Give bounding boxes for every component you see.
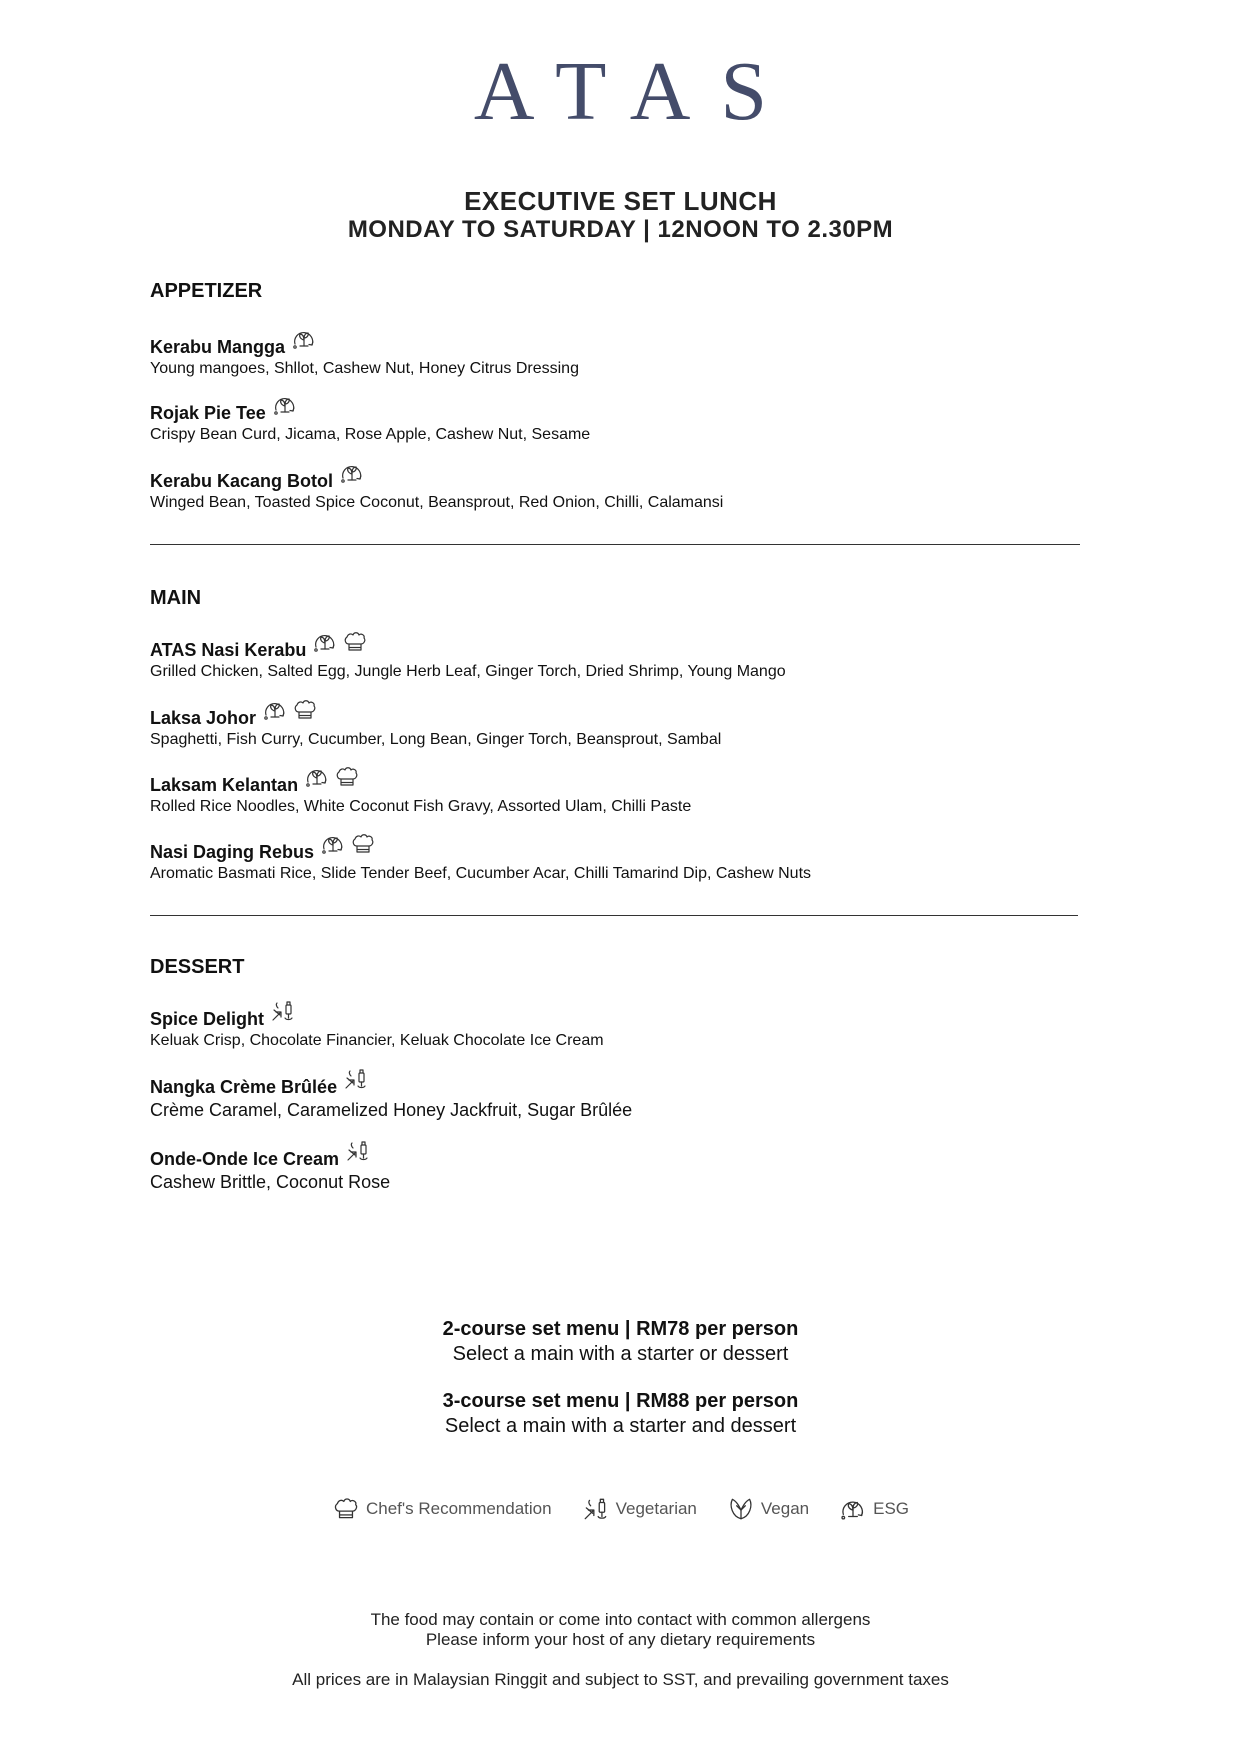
esg-icon [272, 392, 298, 418]
price-description: Select a main with a starter and dessert [444, 1415, 797, 1437]
item-description: Spaghetti, Fish Curry, Cucumber, Long Bean, Ginger Torch, Beansprout, Sambal [150, 731, 722, 748]
dessert-section [150, 956, 1100, 1192]
legend-item [727, 1495, 809, 1523]
item-name: Nasi Daging Rebus [150, 842, 315, 862]
item-name: Nangka Crème Brûlée [150, 1077, 338, 1097]
item-description: Crème Caramel, Caramelized Honey Jackfruit, Sugar Brûlée [150, 1100, 633, 1120]
item-description: Aromatic Basmati Rice, Slide Tender Beef, Cucumber Acar, Chilli Tamarind Dip, Cashew Nuts [150, 865, 812, 882]
divider [150, 915, 1078, 916]
item-description: Crispy Bean Curd, Jicama, Rose Apple, Cashew Nut, Sesame [150, 426, 591, 443]
menu-item [150, 837, 811, 883]
menu-item [150, 770, 691, 816]
menu-schedule: MONDAY TO SATURDAY | 12NOON TO 2.30PM [347, 216, 894, 243]
item-description: Keluak Crisp, Chocolate Financier, Keluak Chocolate Ice Cream [150, 1032, 604, 1049]
item-name: Laksam Kelantan [150, 775, 299, 795]
item-name: Laksa Johor [150, 708, 257, 728]
item-name: ATAS Nasi Kerabu [150, 640, 307, 660]
item-name: Spice Delight [150, 1009, 265, 1029]
divider [150, 544, 1080, 545]
item-description: Cashew Brittle, Coconut Rose [150, 1172, 391, 1192]
vegetarian-icon [270, 998, 296, 1024]
menu-item [150, 635, 786, 681]
item-name: Kerabu Mangga [150, 337, 286, 357]
menu-item [150, 466, 723, 512]
esg-icon [291, 326, 317, 352]
legend-item [332, 1495, 552, 1523]
legend-label: Vegetarian [615, 1499, 697, 1518]
esg-icon [339, 460, 365, 486]
dietary-notice: Please inform your host of any dietary requirements [425, 1630, 816, 1649]
menu-item [150, 703, 721, 749]
price-option [0, 1390, 1241, 1438]
item-name: Rojak Pie Tee [150, 403, 266, 423]
legend-item [582, 1495, 697, 1523]
section-title-main: MAIN [150, 587, 202, 609]
chef-hat-icon [350, 831, 376, 857]
menu-item [150, 1004, 604, 1050]
vegetarian-icon [582, 1495, 610, 1523]
appetizer-section [150, 280, 1100, 511]
price-option [0, 1318, 1241, 1366]
vegan-icon [727, 1495, 755, 1523]
icon-legend [0, 1495, 1241, 1523]
item-name: Onde-Onde Ice Cream [150, 1149, 340, 1169]
vegetarian-icon [345, 1138, 371, 1164]
chef-hat-icon [332, 1495, 360, 1523]
menu-item [150, 1144, 390, 1193]
atas-logo: ATAS [473, 45, 798, 138]
esg-icon [839, 1495, 867, 1523]
tax-notice: All prices are in Malaysian Ringgit and subject to SST, and prevailing government taxes [292, 1670, 949, 1689]
legend-label: ESG [873, 1499, 910, 1518]
esg-icon [304, 764, 330, 790]
legend-label: Vegan [760, 1499, 810, 1518]
chef-hat-icon [292, 697, 318, 723]
item-description: Rolled Rice Noodles, White Coconut Fish Gravy, Assorted Ulam, Chilli Paste [150, 798, 692, 815]
menu-item [150, 398, 590, 444]
main-section [150, 587, 1100, 882]
legend-label: Chef's Recommendation [365, 1499, 552, 1518]
chef-hat-icon [342, 629, 368, 655]
esg-icon [320, 831, 346, 857]
price-description: Select a main with a starter or dessert [452, 1343, 789, 1365]
section-title-appetizer: APPETIZER [150, 280, 263, 302]
esg-icon [262, 697, 288, 723]
esg-icon [312, 629, 338, 655]
allergen-notice: The food may contain or come into contact with common allergens [370, 1610, 871, 1629]
price-title: 3-course set menu | RM88 per person [442, 1390, 799, 1412]
price-title: 2-course set menu | RM78 per person [442, 1318, 799, 1340]
menu-item [150, 332, 579, 378]
item-description: Winged Bean, Toasted Spice Coconut, Beansprout, Red Onion, Chilli, Calamansi [150, 494, 724, 511]
item-description: Young mangoes, Shllot, Cashew Nut, Honey Citrus Dressing [150, 360, 579, 377]
vegetarian-icon [343, 1066, 369, 1092]
section-title-dessert: DESSERT [150, 956, 245, 978]
item-name: Kerabu Kacang Botol [150, 471, 334, 491]
item-description: Grilled Chicken, Salted Egg, Jungle Herb Leaf, Ginger Torch, Dried Shrimp, Young Mango [150, 663, 786, 680]
menu-item [150, 1072, 632, 1121]
menu-title: EXECUTIVE SET LUNCH [464, 186, 777, 216]
legend-item [839, 1495, 909, 1523]
chef-hat-icon [334, 764, 360, 790]
